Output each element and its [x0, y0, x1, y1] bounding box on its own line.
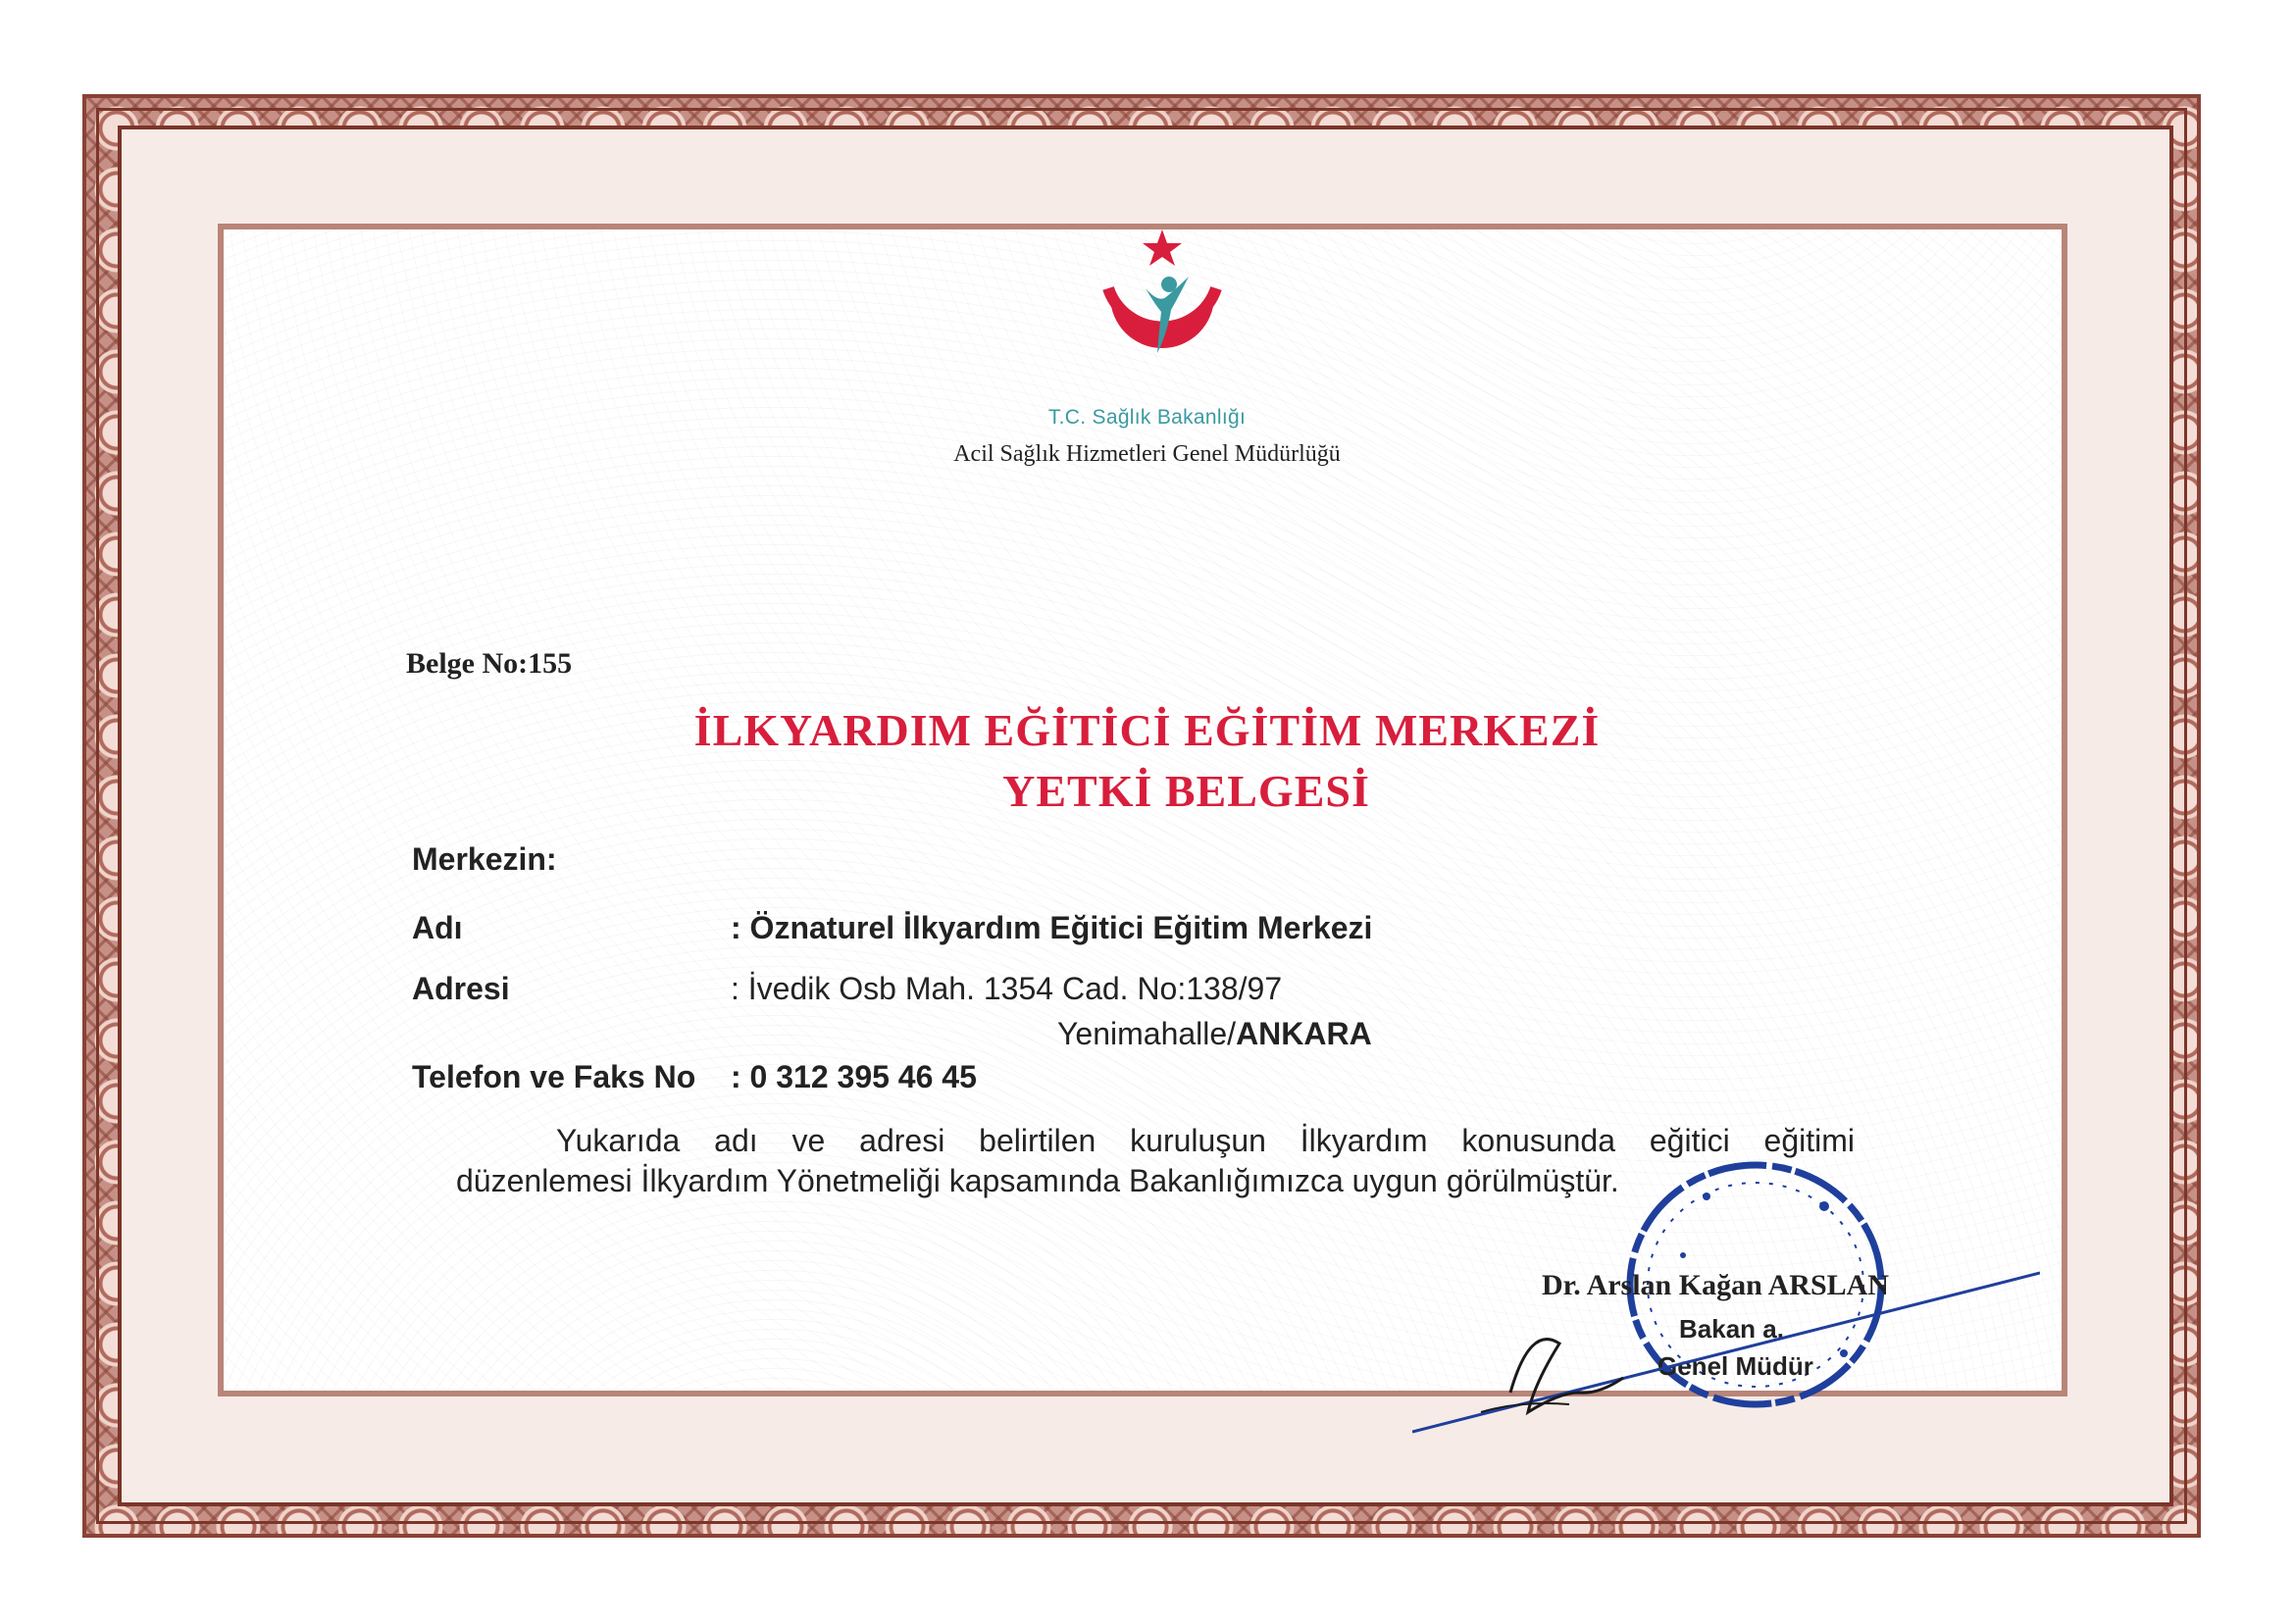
address-city-line: [1057, 1016, 1372, 1052]
approval-paragraph-line2: düzenlemesi İlkyardım Yönetmeliği kapsamında Bakanlığımızca uygun görülmüştür.: [456, 1163, 1619, 1198]
section-label: Merkezin:: [412, 841, 557, 877]
directorate-name: Acil Sağlık Hizmetleri Genel Müdürlüğü: [953, 441, 1341, 467]
address-district: Yenimahalle/: [1057, 1016, 1237, 1051]
name-value: : Öznaturel İlkyardım Eğitici Eğitim Merkezi: [731, 910, 1373, 945]
phone-value: : 0 312 395 46 45: [731, 1059, 977, 1094]
address-label: Adresi: [412, 971, 510, 1006]
ministry-name: T.C. Sağlık Bakanlığı: [1047, 406, 1247, 429]
signatory-name: Dr. Arslan Kağan ARSLAN: [1542, 1269, 1889, 1301]
address-value: : İvedik Osb Mah. 1354 Cad. No:138/97: [731, 971, 1283, 1006]
phone-label: Telefon ve Faks No: [412, 1059, 696, 1094]
signatory-title-2: Genel Müdür: [1657, 1351, 1813, 1381]
approval-paragraph-line1: Yukarıda adı ve adresi belirtilen kuruluşun İlkyardım konusunda eğitici eğitimi: [556, 1123, 1855, 1158]
certificate-title-line2: YETKİ BELGESİ: [1002, 766, 1370, 816]
document-number: Belge No:155: [406, 647, 573, 680]
name-label: Adı: [412, 910, 463, 945]
ministry-logo-icon: [1089, 228, 1236, 394]
certificate-title-line1: İLKYARDIM EĞİTİCİ EĞİTİM MERKEZİ: [693, 705, 1601, 755]
address-city: ANKARA: [1236, 1016, 1372, 1051]
handwritten-signature-icon: [1412, 1245, 2040, 1451]
signatory-title-1: Bakan a.: [1679, 1314, 1784, 1344]
